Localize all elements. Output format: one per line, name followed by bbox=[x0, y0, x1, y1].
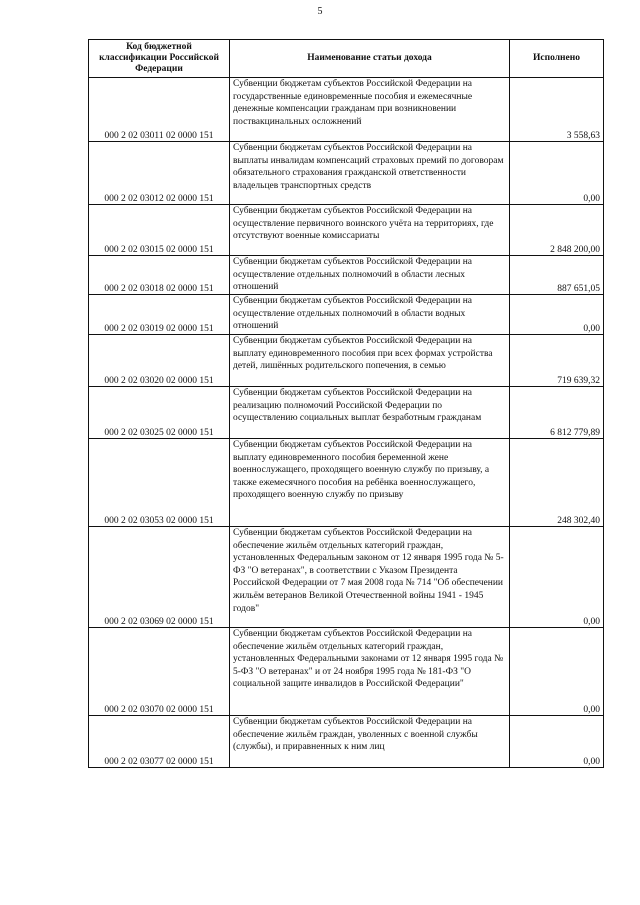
executed-amount-cell: 719 639,32 bbox=[510, 335, 604, 387]
table-row bbox=[89, 439, 604, 527]
revenue-item-cell: Субвенции бюджетам субъектов Российской Федерации на обеспечение жильём граждан, уволенных с военной службы (службы), и приравненных к ним лиц bbox=[230, 716, 510, 768]
table-header-row bbox=[89, 40, 604, 78]
revenue-item-cell: Субвенции бюджетам субъектов Российской Федерации на осуществление отдельных полномочий в области лесных отношений bbox=[230, 256, 510, 295]
budget-code-cell: 000 2 02 03012 02 0000 151 bbox=[89, 142, 230, 205]
table-row bbox=[89, 628, 604, 716]
revenue-table bbox=[88, 39, 604, 768]
revenue-item-cell: Субвенции бюджетам субъектов Российской Федерации на выплату единовременного пособия при всех формах устройства детей, лишённых родительского попечения, в семью bbox=[230, 335, 510, 387]
revenue-item-cell: Субвенции бюджетам субъектов Российской Федерации на обеспечение жильём отдельных категорий граждан, установленных Федеральным законом от 12 января 1995 года № 5-ФЗ "О ветеранах", в соответствии с Указом Президента Российской Федерации от 7 мая 2008 года № 714 "Об обеспечении жильём ветеранов Великой Отечественной войны 1941 - 1945 годов" bbox=[230, 527, 510, 628]
executed-amount-cell: 0,00 bbox=[510, 628, 604, 716]
table-row bbox=[89, 205, 604, 256]
executed-amount-cell: 248 302,40 bbox=[510, 439, 604, 527]
table-row bbox=[89, 295, 604, 335]
budget-code-cell: 000 2 02 03019 02 0000 151 bbox=[89, 295, 230, 335]
table-row bbox=[89, 142, 604, 205]
table-row bbox=[89, 78, 604, 142]
budget-code-cell: 000 2 02 03025 02 0000 151 bbox=[89, 387, 230, 439]
budget-code-cell: 000 2 02 03018 02 0000 151 bbox=[89, 256, 230, 295]
budget-code-cell: 000 2 02 03053 02 0000 151 bbox=[89, 439, 230, 527]
table-row bbox=[89, 256, 604, 295]
budget-code-cell: 000 2 02 03070 02 0000 151 bbox=[89, 628, 230, 716]
executed-amount-cell: 887 651,05 bbox=[510, 256, 604, 295]
revenue-item-cell: Субвенции бюджетам субъектов Российской Федерации на осуществление первичного воинского учёта на территориях, где отсутствуют военные комиссариаты bbox=[230, 205, 510, 256]
revenue-item-cell: Субвенции бюджетам субъектов Российской Федерации на обеспечение жильём отдельных категорий граждан, установленных Федеральными законами от 12 января 1995 года № 5-ФЗ "О ветеранах" и от 24 ноября 1995 года № 181-ФЗ "О социальной защите инвалидов в Российской Федерации" bbox=[230, 628, 510, 716]
budget-code-cell: 000 2 02 03020 02 0000 151 bbox=[89, 335, 230, 387]
revenue-item-cell: Субвенции бюджетам субъектов Российской Федерации на выплаты инвалидам компенсаций страховых премий по договорам обязательного страхования гражданской ответственности владельцев транспортных средств bbox=[230, 142, 510, 205]
executed-amount-cell: 0,00 bbox=[510, 142, 604, 205]
revenue-item-cell: Субвенции бюджетам субъектов Российской Федерации на государственные единовременные пособия и ежемесячные денежные компенсации гражданам при возникновении поствакцинальных осложнений bbox=[230, 78, 510, 142]
table-row bbox=[89, 716, 604, 768]
executed-amount-cell: 6 812 779,89 bbox=[510, 387, 604, 439]
executed-amount-cell: 0,00 bbox=[510, 295, 604, 335]
executed-amount-cell: 2 848 200,00 bbox=[510, 205, 604, 256]
budget-code-cell: 000 2 02 03011 02 0000 151 bbox=[89, 78, 230, 142]
table-row bbox=[89, 387, 604, 439]
header-budget-code: Код бюджетной классификации Российской Федерации bbox=[89, 40, 230, 78]
revenue-item-cell: Субвенции бюджетам субъектов Российской Федерации на выплату единовременного пособия беременной жене военнослужащего, проходящего военную службу по призыву, а также ежемесячного пособия на ребёнка военнослужащего, проходящего военную службу по призыву bbox=[230, 439, 510, 527]
page-number: 5 bbox=[317, 6, 323, 17]
revenue-item-cell: Субвенции бюджетам субъектов Российской Федерации на реализацию полномочий Российской Федерации по осуществлению социальных выплат безработным гражданам bbox=[230, 387, 510, 439]
budget-code-cell: 000 2 02 03015 02 0000 151 bbox=[89, 205, 230, 256]
executed-amount-cell: 3 558,63 bbox=[510, 78, 604, 142]
header-executed: Исполнено bbox=[510, 40, 604, 78]
executed-amount-cell: 0,00 bbox=[510, 527, 604, 628]
revenue-item-cell: Субвенции бюджетам субъектов Российской Федерации на осуществление отдельных полномочий в области водных отношений bbox=[230, 295, 510, 335]
table-row bbox=[89, 527, 604, 628]
header-revenue-item: Наименование статьи дохода bbox=[230, 40, 510, 78]
table-row bbox=[89, 335, 604, 387]
executed-amount-cell: 0,00 bbox=[510, 716, 604, 768]
budget-code-cell: 000 2 02 03077 02 0000 151 bbox=[89, 716, 230, 768]
budget-code-cell: 000 2 02 03069 02 0000 151 bbox=[89, 527, 230, 628]
